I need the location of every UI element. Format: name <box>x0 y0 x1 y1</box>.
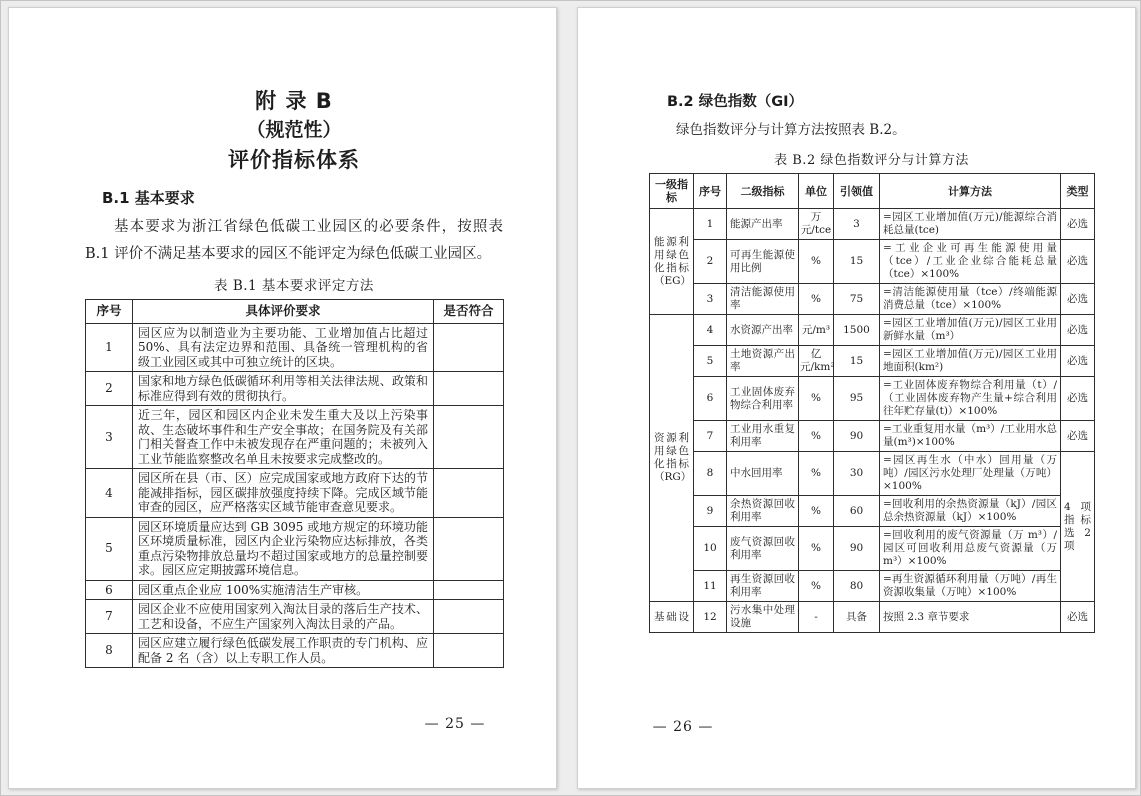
cell-compliance <box>434 634 504 668</box>
cell-no: 6 <box>86 580 133 600</box>
cell-compliance <box>434 580 504 600</box>
cell-no: 5 <box>86 517 133 580</box>
cell-type: 必选 <box>1061 602 1095 633</box>
cell-target-value: 3 <box>834 209 880 240</box>
header-unit: 单位 <box>799 174 834 209</box>
cell-unit: % <box>799 421 834 452</box>
table-row <box>86 372 504 406</box>
table-row <box>650 421 1095 452</box>
table-row <box>650 527 1095 571</box>
page-26-content <box>649 90 1094 633</box>
cell-indicator: 再生资源回收利用率 <box>727 571 799 602</box>
cell-requirement: 园区应为以制造业为主要功能、工业增加值占比超过 50%、具有法定边界和范围、具备统一管理机构的省级工业园区或其中可独立统计的区块。 <box>133 323 434 372</box>
cell-type: 必选 <box>1061 209 1095 240</box>
cell-no: 4 <box>694 315 727 346</box>
appendix-title-line3: 评价指标体系 <box>228 148 360 172</box>
cell-unit: 万元/tce <box>799 209 834 240</box>
cell-requirement: 园区环境质量应达到 GB 3095 或地方规定的环境功能区环境质量标准，园区内企业污染物应达标排放，各类重点污染物排放总量均不超过国家或地方的总量控制要求。园区应定期披露环境信息。 <box>133 517 434 580</box>
header-method: 计算方法 <box>880 174 1061 209</box>
cell-requirement: 园区应建立履行绿色低碳发展工作职责的专门机构、应配备 2 名（含）以上专职工作人员。 <box>133 634 434 668</box>
document-page-25 <box>8 7 557 789</box>
cell-target-value: 1500 <box>834 315 880 346</box>
cell-no: 5 <box>694 346 727 377</box>
cell-method: =再生资源循环利用量（万吨）/再生资源收集量（万吨）×100% <box>880 571 1061 602</box>
cell-unit: % <box>799 571 834 602</box>
cell-unit: % <box>799 284 834 315</box>
cell-method: =回收利用的废气资源量（万 m³）/园区可回收利用总废气资源量（万 m³）×100% <box>880 527 1061 571</box>
table-row <box>650 602 1095 633</box>
cell-requirement: 国家和地方绿色低碳循环利用等相关法律法规、政策和标准应得到有效的贯彻执行。 <box>133 372 434 406</box>
cell-compliance <box>434 372 504 406</box>
cell-compliance <box>434 600 504 634</box>
cell-target-value: 90 <box>834 527 880 571</box>
cell-no: 11 <box>694 571 727 602</box>
cell-type: 必选 <box>1061 421 1095 452</box>
table-row <box>86 323 504 372</box>
header-type: 类型 <box>1061 174 1095 209</box>
cell-no: 7 <box>694 421 727 452</box>
cell-target-value: 75 <box>834 284 880 315</box>
cell-no: 1 <box>86 323 133 372</box>
header-target-value: 引领值 <box>834 174 880 209</box>
cell-type: 必选 <box>1061 315 1095 346</box>
cell-unit: % <box>799 240 834 284</box>
cell-no: 6 <box>694 377 727 421</box>
cell-group-infrastructure: 基础设 <box>650 602 694 633</box>
page-number-26: — 26 — <box>652 719 714 735</box>
table-row <box>86 469 504 518</box>
cell-compliance <box>434 469 504 518</box>
cell-no: 2 <box>86 372 133 406</box>
cell-indicator: 余热资源回收利用率 <box>727 496 799 527</box>
cell-target-value: 15 <box>834 240 880 284</box>
table-b2 <box>649 173 1095 633</box>
cell-type: 必选 <box>1061 284 1095 315</box>
table-row <box>650 496 1095 527</box>
document-page-26 <box>577 7 1136 789</box>
cell-no: 3 <box>694 284 727 315</box>
cell-method: =清洁能源使用量（tce）/终端能源消费总量（tce）×100% <box>880 284 1061 315</box>
cell-compliance <box>434 406 504 469</box>
cell-no: 12 <box>694 602 727 633</box>
cell-target-value: 60 <box>834 496 880 527</box>
cell-type: 必选 <box>1061 240 1095 284</box>
table-row <box>86 634 504 668</box>
cell-indicator: 清洁能源使用率 <box>727 284 799 315</box>
header-no: 序号 <box>86 300 133 324</box>
table-row <box>86 600 504 634</box>
table-row <box>650 315 1095 346</box>
cell-method: =园区工业增加值(万元)/园区工业用地面积(km²) <box>880 346 1061 377</box>
cell-unit: % <box>799 377 834 421</box>
table-row <box>650 284 1095 315</box>
cell-no: 10 <box>694 527 727 571</box>
section-heading-b2: B.2 绿色指数（GI） <box>667 94 803 110</box>
cell-unit: % <box>799 496 834 527</box>
header-compliance: 是否符合 <box>434 300 504 324</box>
cell-method: =工业重复用水量（m³）/工业用水总量(m³)×100% <box>880 421 1061 452</box>
cell-method: =园区再生水（中水）回用量（万吨）/园区污水处理厂处理量（万吨）×100% <box>880 452 1061 496</box>
table-b1-header-row <box>86 300 504 324</box>
cell-indicator: 污水集中处理设施 <box>727 602 799 633</box>
cell-target-value: 15 <box>834 346 880 377</box>
header-primary-indicator: 一级指标 <box>650 174 694 209</box>
cell-no: 7 <box>86 600 133 634</box>
section-b1-paragraph: 基本要求为浙江省绿色低碳工业园区的必要条件，按照表 B.1 评价不满足基本要求的园区不能评定为绿色低碳工业园区。 <box>85 219 503 262</box>
table-row <box>86 517 504 580</box>
cell-method: =园区工业增加值(万元)/能源综合消耗总量(tce) <box>880 209 1061 240</box>
cell-requirement: 园区所在县（市、区）应完成国家或地方政府下达的节能减排指标，园区碳排放强度持续下降。完成区域节能审查的园区，应严格落实区域节能审查意见要求。 <box>133 469 434 518</box>
cell-indicator: 可再生能源使用比例 <box>727 240 799 284</box>
header-secondary-indicator: 二级指标 <box>727 174 799 209</box>
cell-unit: 元/m³ <box>799 315 834 346</box>
cell-unit: - <box>799 602 834 633</box>
cell-indicator: 能源产出率 <box>727 209 799 240</box>
appendix-title <box>85 88 503 176</box>
cell-type: 必选 <box>1061 377 1095 421</box>
cell-compliance <box>434 517 504 580</box>
table-row <box>650 377 1095 421</box>
cell-indicator: 工业用水重复利用率 <box>727 421 799 452</box>
cell-target-value: 具备 <box>834 602 880 633</box>
cell-indicator: 水资源产出率 <box>727 315 799 346</box>
cell-group-eg: 能源利用绿色化指标（EG） <box>650 209 694 315</box>
table-b2-header-row <box>650 174 1095 209</box>
cell-target-value: 80 <box>834 571 880 602</box>
cell-no: 4 <box>86 469 133 518</box>
table-b2-caption: 表 B.2 绿色指数评分与计算方法 <box>774 153 969 168</box>
table-b1 <box>85 299 504 668</box>
cell-target-value: 95 <box>834 377 880 421</box>
cell-requirement: 园区企业不应使用国家列入淘汰目录的落后生产技术、工艺和设备，不应生产国家列入淘汰目录的产品。 <box>133 600 434 634</box>
cell-unit: % <box>799 452 834 496</box>
cell-no: 9 <box>694 496 727 527</box>
cell-indicator: 废气资源回收利用率 <box>727 527 799 571</box>
cell-type-merged: 4 项指标选 2 项 <box>1061 452 1095 602</box>
cell-compliance <box>434 323 504 372</box>
table-b1-caption: 表 B.1 基本要求评定方法 <box>214 278 374 294</box>
cell-method: =园区工业增加值(万元)/园区工业用新鲜水量（m³） <box>880 315 1061 346</box>
page-number-25: — 25 — <box>424 716 486 732</box>
section-b2-paragraph: 绿色指数评分与计算方法按照表 B.2。 <box>676 122 906 138</box>
cell-requirement: 近三年，园区和园区内企业未发生重大及以上污染事故、生态破坏事件和生产安全事故；在国务院及有关部门相关督查工作中未被发现存在严重问题的；未被列入工业节能监察整改名单且未按要求完成整改的。 <box>133 406 434 469</box>
cell-indicator: 工业固体废弃物综合利用率 <box>727 377 799 421</box>
page-25-content <box>85 88 503 668</box>
cell-unit: 亿元/km² <box>799 346 834 377</box>
cell-group-rg: 资源利用绿色化指标（RG） <box>650 315 694 602</box>
table-row <box>650 571 1095 602</box>
appendix-title-line1: 附 录 B <box>255 89 333 113</box>
table-row <box>650 209 1095 240</box>
cell-type: 必选 <box>1061 346 1095 377</box>
table-row <box>86 406 504 469</box>
cell-unit: % <box>799 527 834 571</box>
cell-method: 按照 2.3 章节要求 <box>880 602 1061 633</box>
cell-no: 8 <box>694 452 727 496</box>
cell-no: 2 <box>694 240 727 284</box>
cell-no: 1 <box>694 209 727 240</box>
cell-target-value: 90 <box>834 421 880 452</box>
cell-method: =工业企业可再生能源使用量（tce）/工业企业综合能耗总量（tce）×100% <box>880 240 1061 284</box>
table-row <box>650 346 1095 377</box>
cell-indicator: 中水回用率 <box>727 452 799 496</box>
table-row <box>650 240 1095 284</box>
cell-method: =工业固体废弃物综合利用量（t）/（工业固体废弃物产生量+综合利用往年贮存量(t)）×100% <box>880 377 1061 421</box>
table-row <box>86 580 504 600</box>
table-row <box>650 452 1095 496</box>
cell-requirement: 园区重点企业应 100%实施清洁生产审核。 <box>133 580 434 600</box>
section-heading-b1: B.1 基本要求 <box>102 189 195 207</box>
cell-method: =回收利用的余热资源量（kJ）/园区总余热资源量（kJ）×100% <box>880 496 1061 527</box>
cell-target-value: 30 <box>834 452 880 496</box>
cell-indicator: 土地资源产出率 <box>727 346 799 377</box>
cell-no: 8 <box>86 634 133 668</box>
appendix-title-line2: （规范性） <box>246 119 342 141</box>
cell-no: 3 <box>86 406 133 469</box>
header-requirement: 具体评价要求 <box>133 300 434 324</box>
header-no: 序号 <box>694 174 727 209</box>
